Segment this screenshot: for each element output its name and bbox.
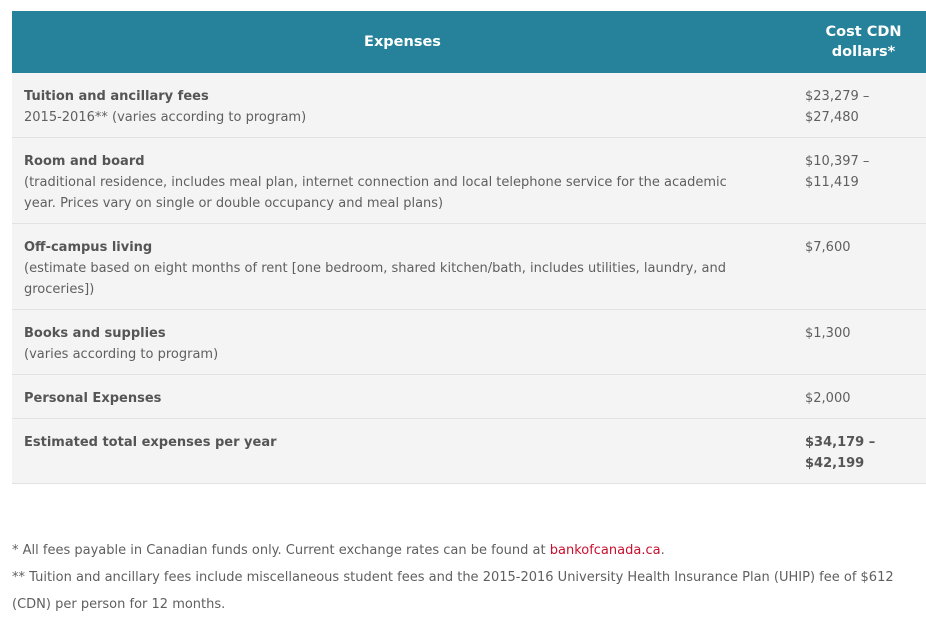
expense-title: Off-campus living [24,240,153,255]
expense-title: Personal Expenses [24,391,162,406]
expense-title: Books and supplies [24,326,166,341]
cost-cell: $10,397 – $11,419 [793,138,926,224]
expense-cell [12,73,793,138]
footnote-2: ** Tuition and ancillary fees include miscellaneous student fees and the 2015-2016 University Health Insurance Plan (UHIP) fee of $612 (CDN) per person for 12 months. [12,570,894,612]
expense-description: (varies according to program) [24,347,219,362]
header-cost: Cost CDN dollars* [793,11,926,73]
expense-cell [12,224,793,310]
expense-cell [12,310,793,375]
footnotes [12,537,912,618]
expense-description: (estimate based on eight months of rent [one bedroom, shared kitchen/bath, includes utilities, laundry, and groceries]) [24,261,726,297]
table-row [12,310,926,375]
expense-cell [12,138,793,224]
total-title: Estimated total expenses per year [24,435,277,450]
cost-cell: $1,300 [793,310,926,375]
expense-description: (traditional residence, includes meal plan, internet connection and local telephone service for the academic year. Prices vary on single or double occupancy and meal plans) [24,175,727,211]
header-expenses: Expenses [12,11,793,73]
bankofcanada-link[interactable]: bankofcanada.ca [549,543,661,558]
table-row [12,73,926,138]
footnote-1-text: * All fees payable in Canadian funds only. Current exchange rates can be found at [12,543,550,558]
cost-cell: $7,600 [793,224,926,310]
footnote-1-end: . [660,543,665,558]
expense-title: Room and board [24,154,145,169]
footnote-1 [12,537,912,564]
cost-cell: $23,279 – $27,480 [793,73,926,138]
expenses-table-container [12,11,922,484]
table-row [12,375,926,419]
expense-description: 2015-2016** (varies according to program) [24,110,307,125]
expenses-table [12,11,926,484]
table-row [12,224,926,310]
expense-cell [12,375,793,419]
total-cost-cell: $34,179 – $42,199 [793,419,926,484]
table-row-total [12,419,926,484]
cost-cell: $2,000 [793,375,926,419]
expense-title: Tuition and ancillary fees [24,89,209,104]
table-row [12,138,926,224]
table-header-row [12,11,926,73]
expense-cell [12,419,793,484]
